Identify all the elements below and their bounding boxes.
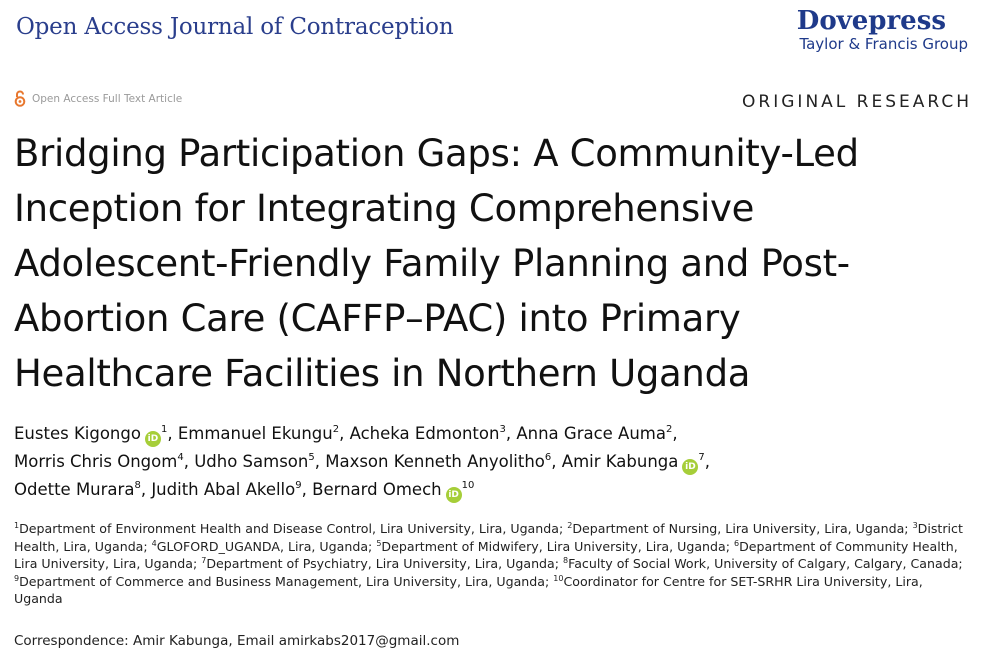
title-line: Healthcare Facilities in Northern Uganda [14, 352, 751, 395]
author-name: Bernard Omech [312, 480, 442, 499]
article-type: ORIGINAL RESEARCH [742, 92, 972, 112]
affiliation-text: Department of Commerce and Business Management, Lira University, Lira, Uganda; [19, 573, 550, 589]
author [14, 424, 167, 443]
affiliation-number: 3 [912, 521, 918, 530]
affiliation-number: 1 [14, 521, 20, 530]
affiliation-number: 4 [151, 538, 157, 548]
journal-title: Open Access Journal of Contraception [16, 14, 454, 40]
affiliations [14, 520, 969, 608]
author-name: Anna Grace Auma [516, 424, 666, 443]
open-access-badge [14, 90, 182, 107]
affiliation-text: Department of Environment Health and Disease Control, Lira University, Lira, Uganda; [19, 521, 564, 536]
affiliation-number: 2 [567, 521, 573, 530]
author-name: Judith Abal Akello [151, 480, 296, 499]
orcid-icon[interactable]: iD [145, 431, 161, 447]
title-line: Abortion Care (CAFFP–PAC) into Primary [14, 297, 741, 340]
author [14, 480, 141, 499]
affiliation-text: Department of Community Health, Lira University, Lira, Uganda; [14, 538, 958, 571]
affiliation-number: 6 [544, 452, 552, 463]
author-name: Odette Murara [14, 480, 135, 499]
article-title [14, 126, 974, 401]
affiliation-text: Department of Midwifery, Lira University, Lira, Uganda; [381, 538, 730, 554]
author [312, 480, 474, 499]
affiliation-number: 5 [308, 452, 315, 463]
affiliation-text: District Health, Lira, Uganda; [14, 521, 963, 554]
affiliation-number: 4 [177, 452, 184, 463]
author [178, 424, 339, 443]
affiliation-text: Faculty of Social Work, University of Calgary, Calgary, Canada; [568, 556, 963, 571]
author [325, 452, 551, 471]
affiliation-number: 2 [332, 424, 340, 435]
title-line: Inception for Integrating Comprehensive [14, 187, 755, 230]
affiliation-text: Coordinator for Centre for SET-SRHR Lira University, Lira, Uganda [14, 573, 923, 606]
author [194, 452, 315, 471]
affiliation-number: 6 [734, 538, 740, 548]
publisher-group: Taylor & Francis Group [799, 35, 968, 53]
author-name: Acheka Edmonton [349, 424, 500, 443]
affiliation-number: 7 [201, 556, 207, 565]
author [516, 424, 672, 443]
open-access-lock-icon [14, 90, 26, 107]
author-list: Eustes Kigongo $iD^1$, Emmanuel Ekungu$^2$, Acheka Edmonton$^3$, Anna Grace Auma$^2$, Morris Chris Ongom$^4$, Udho Samson$^5$, Maxson Kenneth Anyolitho$^6$, Amir Kabunga $iD^7$, Odette Murara$^8$, Judith Abal Akello$^9$, Bernard Omech $iD^{10}$ [14, 420, 989, 504]
publisher-name: Dovepress [796, 6, 946, 36]
correspondence: Correspondence: Amir Kabunga, Email amirkabs2017@gmail.com [14, 633, 460, 649]
affiliation-text: GLOFORD_UGANDA, Lira, Uganda; [156, 538, 373, 554]
affiliation-text: Department of Nursing, Lira University, Lira, Uganda; [572, 521, 909, 536]
affiliation-number: 1 [160, 424, 168, 435]
title-line: Bridging Participation Gaps: A Community-Led [14, 132, 859, 175]
author [14, 452, 184, 471]
orcid-icon[interactable]: iD [682, 459, 698, 475]
affiliation-number: 2 [665, 424, 673, 435]
affiliation-number: 3 [499, 424, 506, 435]
affiliation-number: 5 [376, 538, 382, 548]
publisher-logo [797, 7, 968, 53]
author-name: Amir Kabunga [561, 452, 679, 471]
author [151, 480, 301, 499]
author-name: Maxson Kenneth Anyolitho [325, 452, 545, 471]
author-name: Udho Samson [194, 452, 309, 471]
affiliation-number: 8 [134, 480, 141, 491]
title-line: Adolescent-Friendly Family Planning and Post- [14, 242, 850, 285]
author [350, 424, 506, 443]
affiliation-number: 9 [295, 480, 302, 491]
affiliation-number: 8 [563, 556, 569, 565]
affiliation-number: 7 [698, 452, 705, 463]
author-name: Eustes Kigongo [14, 424, 141, 443]
affiliation-number: 9 [14, 573, 20, 583]
author [562, 452, 705, 471]
affiliation-text: Department of Psychiatry, Lira University, Lira, Uganda; [206, 556, 560, 571]
open-access-label: Open Access Full Text Article [32, 92, 183, 105]
author-name: Morris Chris Ongom [14, 452, 178, 471]
orcid-icon[interactable]: iD [446, 487, 462, 503]
author-name: Emmanuel Ekungu [177, 424, 333, 443]
affiliation-number: 10 [553, 573, 564, 583]
affiliation-number: 10 [461, 480, 475, 491]
